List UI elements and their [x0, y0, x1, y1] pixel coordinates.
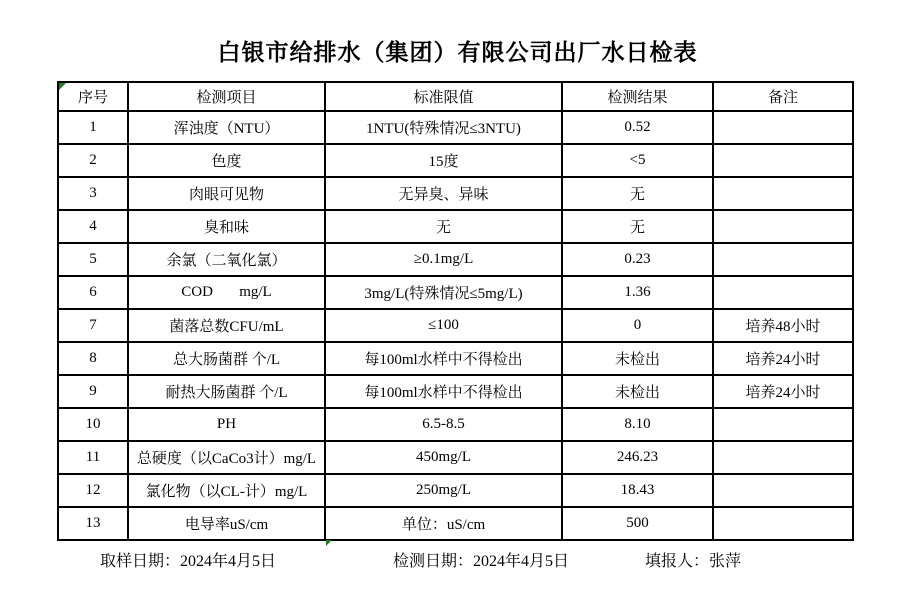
cell-limit: 450mg/L — [325, 441, 562, 474]
cell-limit: 无异臭、异味 — [325, 177, 562, 210]
cell-limit: 6.5-8.5 — [325, 408, 562, 441]
cell-remark — [713, 177, 853, 210]
cell-remark — [713, 276, 853, 309]
daily-check-table — [57, 81, 854, 541]
cell-index: 10 — [58, 408, 128, 441]
cell-index: 2 — [58, 144, 128, 177]
table-row — [58, 243, 853, 276]
cell-item: 余氯（二氧化氯） — [128, 243, 325, 276]
cell-item: 菌落总数CFU/mL — [128, 309, 325, 342]
cell-remark — [713, 210, 853, 243]
cell-limit: 250mg/L — [325, 474, 562, 507]
cell-index: 8 — [58, 342, 128, 375]
cell-limit: 1NTU(特殊情况≤3NTU) — [325, 111, 562, 144]
cell-limit: 每100ml水样中不得检出 — [325, 375, 562, 408]
cell-item: 浑浊度（NTU） — [128, 111, 325, 144]
cell-item: 臭和味 — [128, 210, 325, 243]
cell-result: 无 — [562, 210, 713, 243]
table-row — [58, 144, 853, 177]
cell-remark: 培养24小时 — [713, 375, 853, 408]
cell-index: 4 — [58, 210, 128, 243]
cell-limit: ≤100 — [325, 309, 562, 342]
cell-index: 1 — [58, 111, 128, 144]
cell-item: COD mg/L — [128, 276, 325, 309]
cell-remark — [713, 144, 853, 177]
header-cell-limit: 标准限值 — [325, 82, 562, 111]
cell-item: 耐热大肠菌群 个/L — [128, 375, 325, 408]
cell-remark — [713, 474, 853, 507]
cell-result: <5 — [562, 144, 713, 177]
cell-result: 1.36 — [562, 276, 713, 309]
table-row — [58, 177, 853, 210]
cell-result: 0 — [562, 309, 713, 342]
header-cell-item: 检测项目 — [128, 82, 325, 111]
cell-remark — [713, 111, 853, 144]
reporter-label: 填报人：张萍 — [645, 553, 742, 570]
table-row — [58, 507, 853, 540]
cell-item: 氯化物（以CL-计）mg/L — [128, 474, 325, 507]
cell-remark: 培养24小时 — [713, 342, 853, 375]
table-row — [58, 309, 853, 342]
cell-result: 18.43 — [562, 474, 713, 507]
cell-limit: 每100ml水样中不得检出 — [325, 342, 562, 375]
cell-remark: 培养48小时 — [713, 309, 853, 342]
cell-limit: 单位：uS/cm — [325, 507, 562, 540]
table-row — [58, 375, 853, 408]
cell-index: 7 — [58, 309, 128, 342]
cell-remark — [713, 507, 853, 540]
cell-index: 9 — [58, 375, 128, 408]
table-row — [58, 474, 853, 507]
cell-index: 13 — [58, 507, 128, 540]
cell-result: 无 — [562, 177, 713, 210]
cell-index: 6 — [58, 276, 128, 309]
test-date-label: 检测日期：2024年4月5日 — [393, 553, 570, 570]
cell-remark — [713, 441, 853, 474]
cell-result: 未检出 — [562, 375, 713, 408]
header-cell-remark: 备注 — [713, 82, 853, 111]
table-row — [58, 342, 853, 375]
cell-limit: 无 — [325, 210, 562, 243]
cell-result: 8.10 — [562, 408, 713, 441]
cell-index: 3 — [58, 177, 128, 210]
cell-index: 5 — [58, 243, 128, 276]
table-header-row — [58, 82, 853, 111]
cell-limit: 15度 — [325, 144, 562, 177]
cell-item: 总硬度（以CaCo3计）mg/L — [128, 441, 325, 474]
green-corner-marker-bottom-icon — [326, 540, 332, 546]
header-cell-result: 检测结果 — [562, 82, 713, 111]
cell-remark — [713, 243, 853, 276]
cell-remark — [713, 408, 853, 441]
table-row — [58, 408, 853, 441]
cell-result: 246.23 — [562, 441, 713, 474]
cell-limit: ≥0.1mg/L — [325, 243, 562, 276]
cell-result: 500 — [562, 507, 713, 540]
cell-item: PH — [128, 408, 325, 441]
sampling-date-label: 取样日期：2024年4月5日 — [100, 553, 277, 570]
cell-result: 0.52 — [562, 111, 713, 144]
cell-item: 肉眼可见物 — [128, 177, 325, 210]
cell-index: 12 — [58, 474, 128, 507]
cell-result: 0.23 — [562, 243, 713, 276]
cell-index: 11 — [58, 441, 128, 474]
cell-limit: 3mg/L(特殊情况≤5mg/L) — [325, 276, 562, 309]
cell-item: 色度 — [128, 144, 325, 177]
table-row — [58, 276, 853, 309]
cell-item: 电导率uS/cm — [128, 507, 325, 540]
cell-result: 未检出 — [562, 342, 713, 375]
header-cell-index: 序号 — [58, 82, 128, 111]
cell-item: 总大肠菌群 个/L — [128, 342, 325, 375]
table-row — [58, 111, 853, 144]
table-row — [58, 441, 853, 474]
page-title: 白银市给排水（集团）有限公司出厂水日检表 — [217, 40, 698, 65]
table-row — [58, 210, 853, 243]
